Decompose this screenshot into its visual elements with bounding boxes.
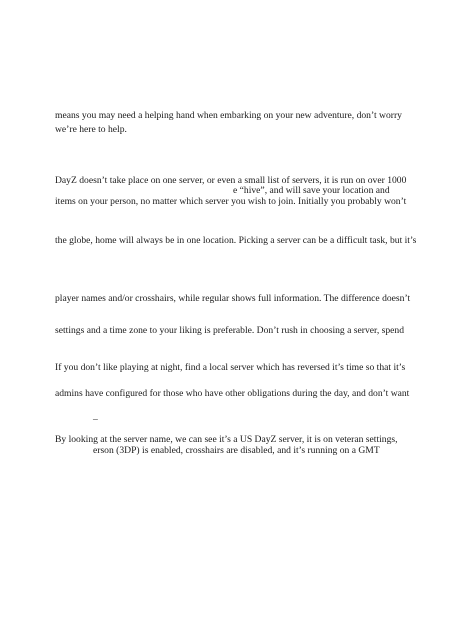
text-line-8: settings and a time zone to your liking is preferable. Don’t rush in choosing a server, spend xyxy=(55,325,404,336)
text-line-6: the globe, home will always be in one location. Picking a server can be a difficult task, but it’s xyxy=(55,235,417,246)
text-dash: – xyxy=(93,414,98,425)
text-line-10: admins have configured for those who have other obligations during the day, and don’t want xyxy=(55,388,410,399)
text-line-5: items on your person, no matter which server you wish to join. Initially you probably won’t xyxy=(55,196,407,207)
text-line-3: DayZ doesn’t take place on one server, or even a small list of servers, it is run on over 1000 xyxy=(55,175,407,186)
text-line-4: e “hive”, and will save your location and xyxy=(233,185,390,196)
text-line-1: means you may need a helping hand when embarking on your new adventure, don’t worry xyxy=(55,110,402,121)
text-line-12: erson (3DP) is enabled, crosshairs are disabled, and it’s running on a GMT xyxy=(93,445,380,456)
text-line-7: player names and/or crosshairs, while regular shows full information. The difference doesn’t xyxy=(55,293,411,304)
text-line-9: If you don’t like playing at night, find a local server which has reversed it’s time so that it’s xyxy=(55,362,406,373)
text-line-11: By looking at the server name, we can see it’s a US DayZ server, it is on veteran settings, xyxy=(55,434,398,445)
text-line-2: we’re here to help. xyxy=(55,124,127,135)
